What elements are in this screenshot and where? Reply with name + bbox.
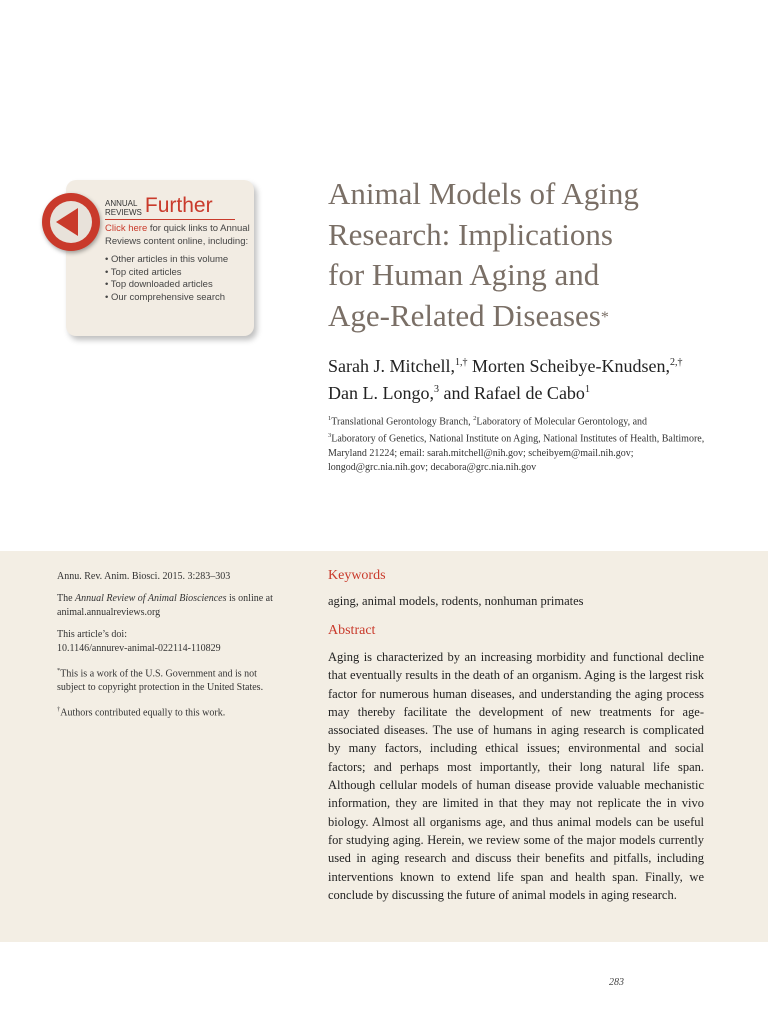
title-line: Research: Implications [328, 216, 613, 252]
author-name: Morten Scheibye-Knudsen, [467, 356, 670, 376]
affil-mark: 1 [328, 415, 332, 422]
journal-name: Annual Review of Animal Biosciences [75, 593, 227, 604]
doi-block: This article’s doi: 10.1146/annurev-animal-022114-110829 [57, 629, 221, 654]
keywords-heading: Keywords [328, 568, 386, 583]
click-here-link[interactable]: Click here [105, 223, 148, 234]
title-line: for Human Aging and [328, 257, 600, 292]
further-intro: for quick links to Annual Reviews content online, including: [105, 223, 250, 247]
further-item-top-cited[interactable]: • Top cited articles [105, 266, 182, 278]
footnote-equal-contribution: †Authors contributed equally to this work. [57, 706, 226, 719]
affil-text: Laboratory of Molecular Gerontology, and [476, 416, 648, 428]
further-wordmark: Further [144, 194, 213, 217]
title-footnote-mark: * [600, 308, 609, 326]
affil-text: Laboratory of Genetics, National Institute on Aging, National Institutes of Health, Baltimore, Maryland 21224; email: sarah.mitchell@nih.gov; scheibyem@mail.nih.gov; longod@grc.nia.nih.gov; decabora@grc.nia.nih.gov [328, 433, 705, 473]
author-name: and Rafael de Cabo [438, 383, 585, 403]
author-affil-mark: 3 [433, 384, 439, 395]
article-title [328, 174, 728, 336]
author-affil-mark: 1,† [454, 357, 468, 368]
affil-text: Translational Gerontology Branch, [331, 416, 474, 428]
author-list [328, 351, 748, 405]
further-brand [105, 195, 213, 217]
annual-reviews-logo: ANNUAL REVIEWS [105, 199, 142, 217]
further-item-other-articles[interactable]: • Other articles in this volume [105, 254, 229, 265]
title-line: Animal Models of Aging [328, 176, 639, 211]
affil-mark: 2 [473, 415, 477, 422]
author-name: Sarah J. Mitchell, [328, 356, 455, 376]
citation: Annu. Rev. Anim. Biosci. 2015. 3:283–303 [57, 571, 231, 582]
title-line: Age-Related Diseases [328, 297, 601, 333]
further-divider [105, 219, 235, 220]
page-number: 283 [609, 977, 624, 988]
further-text [105, 223, 250, 304]
keywords-text: aging, animal models, rodents, nonhuman primates [328, 594, 584, 608]
further-item-top-downloaded[interactable]: • Top downloaded articles [105, 279, 213, 290]
abstract-heading: Abstract [328, 623, 376, 638]
left-arrow-icon[interactable] [42, 193, 100, 251]
doi-value[interactable]: 10.1146/annurev-animal-022114-110829 [57, 643, 221, 654]
author-affil-mark: 1 [584, 384, 590, 395]
online-note: The Annual Review of Animal Biosciences is online at animal.annualreviews.org [57, 593, 273, 618]
affil-mark: 3 [328, 432, 332, 440]
author-name: Dan L. Longo, [328, 383, 434, 403]
abstract-text: Aging is characterized by an increasing morbidity and functional decline that eventually results in the death of an organism. Aging is the largest risk factor for numerous human diseases, and understanding the aging process may thereby facilitate the development of new treatments for age-associated diseases. The use of humans in aging research is complicated by many factors, including ethical issues; environmental and social factors; and perhaps most importantly, their long natural life span. Although cellular models of human disease provide valuable mechanistic information, they are limited in that they may not replicate the in vivo biology. Almost all organisms age, and thus animal models can be useful for studying aging. Herein, we review some of the major models currently used in aging research and discuss their benefits and pitfalls, including interventions known to extend life span and health span. Finally, we conclude by discussing the future of animal models in aging research. [328, 650, 704, 902]
author-affil-mark: 2,† [669, 357, 683, 368]
article-meta [57, 570, 287, 729]
further-list [105, 254, 250, 304]
footnote-government: *This is a work of the U.S. Government and is not subject to copyright protection in the United States. [57, 667, 264, 694]
further-item-search[interactable]: • Our comprehensive search [105, 291, 226, 303]
affiliations [328, 412, 728, 475]
